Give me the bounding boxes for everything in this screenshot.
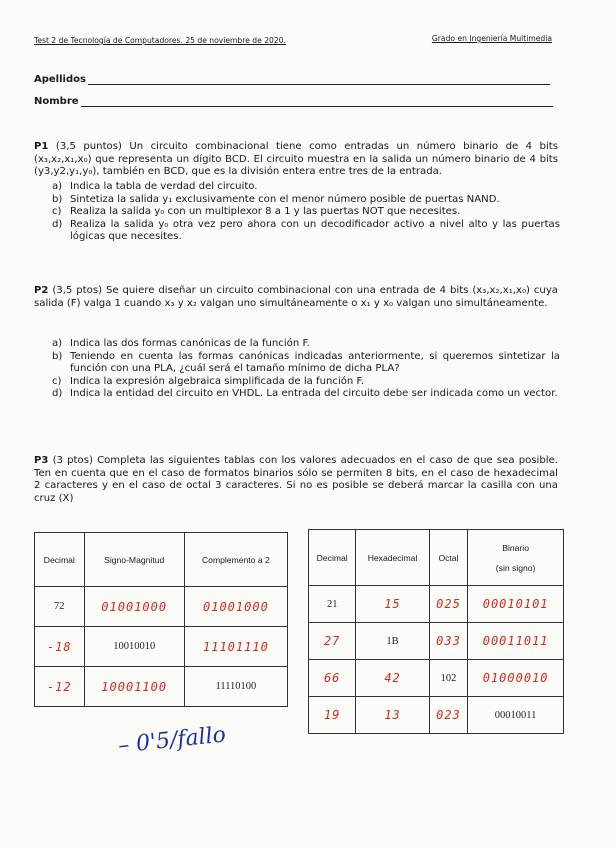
t2-header-binario-line1: Binario	[502, 542, 529, 553]
handwritten-answer-cell[interactable]: 66	[309, 660, 356, 697]
handwritten-answer-cell[interactable]: -12	[35, 667, 85, 707]
item-letter: c)	[52, 206, 62, 218]
p1-items	[52, 181, 560, 244]
handwritten-answer-cell[interactable]: 15	[356, 586, 429, 623]
handwritten-grade: – 0'5/fallo	[116, 722, 228, 759]
handwritten-answer-cell[interactable]: 19	[309, 697, 356, 734]
item-letter: b)	[52, 193, 63, 205]
given-value-cell: 11110100	[184, 667, 287, 707]
apellidos-field[interactable]	[34, 74, 550, 85]
given-value-cell: 102	[429, 660, 468, 697]
table-row	[309, 660, 564, 697]
table-row	[309, 697, 564, 734]
handwritten-answer-cell[interactable]: 023	[429, 697, 468, 734]
item-letter: b)	[52, 350, 63, 362]
item-letter: a)	[52, 181, 63, 192]
item-text: Realiza la salida y₀ otra vez pero ahora con un decodificador activo a nivel alto y las puertas lógicas que necesites.	[70, 218, 560, 243]
item-text: Teniendo en cuenta las formas canónicas indicadas anteriormente, si queremos sintetizar la función con una PLA, ¿cuál será el tamaño mínimo de dicha PLA?	[70, 350, 560, 375]
item-text: Realiza la salida y₀ con un multiplexor 8 a 1 y las puertas NOT que necesites.	[70, 206, 461, 218]
handwritten-answer-cell[interactable]: 01001000	[84, 587, 184, 627]
given-value-cell: 21	[309, 586, 356, 623]
p1-label: P1	[34, 141, 49, 152]
table-row	[35, 587, 288, 627]
handwritten-answer-cell[interactable]: 01000010	[468, 660, 564, 697]
item-text: Sintetiza la salida y₁ exclusivamente con el menor número posible de puertas NAND.	[70, 193, 500, 205]
list-item	[52, 351, 560, 376]
handwritten-answer-cell[interactable]: 10001100	[84, 667, 184, 707]
handwritten-answer-cell[interactable]: 00011011	[468, 623, 564, 660]
t2-header: Hexadecimal	[356, 530, 429, 586]
list-item	[52, 388, 560, 401]
given-value-cell: 72	[35, 587, 85, 627]
list-item	[52, 376, 560, 389]
p2-text: (3,5 ptos) Se quiere diseñar un circuito combinacional con una entrada de 4 bits (x₃,x₂,x₁,x₀) cuya salida (F) valga 1 cuando x₃ y x₂ valgan uno simultáneamente o x₁ y x₀ valgan uno simultáneamente.	[34, 285, 558, 309]
item-letter: a)	[52, 338, 63, 349]
item-letter: c)	[52, 375, 62, 387]
apellidos-line[interactable]	[88, 74, 550, 85]
t1-header: Complemento a 2	[184, 533, 287, 587]
number-formats-table-2	[308, 529, 564, 734]
list-item	[52, 194, 560, 207]
t2-header: Octal	[429, 530, 468, 586]
t1-header: Decimal	[35, 533, 85, 587]
table-row	[309, 586, 564, 623]
item-text: Indica las dos formas canónicas de la función F.	[70, 338, 310, 349]
list-item	[52, 338, 560, 351]
p3-label: P3	[34, 455, 49, 466]
handwritten-answer-cell[interactable]: 025	[429, 586, 468, 623]
p1-text: (3,5 puntos) Un circuito combinacional tiene como entradas un número binario de 4 bits (x₃,x₂,x₁,x₀) que representa un dígito BCD. El circuito muestra en la salida un número binario de 4 bits (y3,y2,y₁,y₀), también en BCD, que es la división entera entre tres de la entrada.	[34, 141, 558, 178]
header-course: Test 2 de Tecnología de Computadores. 25 de noviembre de 2020.	[34, 36, 286, 45]
number-formats-table-1	[34, 532, 288, 707]
table-row	[35, 667, 288, 707]
item-text: Indica la expresión algebraica simplificada de la función F.	[70, 375, 364, 387]
handwritten-answer-cell[interactable]: -18	[35, 627, 85, 667]
item-letter: d)	[52, 218, 63, 230]
table-row	[309, 623, 564, 660]
given-value-cell: 00010011	[468, 697, 564, 734]
item-text: Indica la tabla de verdad del circuito.	[70, 181, 258, 192]
handwritten-answer-cell[interactable]: 13	[356, 697, 429, 734]
t2-header-binario	[468, 530, 564, 586]
t2-header-binario-line2: (sin signo)	[495, 562, 536, 573]
item-text: Indica la entidad del circuito en VHDL. La entrada del circuito debe ser indicada como un vector.	[70, 388, 558, 400]
header-degree: Grado en Ingeniería Multimedia	[431, 34, 552, 43]
p2-statement	[34, 285, 558, 310]
t1-header: Signo-Magnitud	[84, 533, 184, 587]
p2-label: P2	[34, 285, 49, 296]
apellidos-label: Apellidos	[34, 74, 86, 85]
handwritten-answer-cell[interactable]: 01001000	[184, 587, 287, 627]
handwritten-answer-cell[interactable]: 00010101	[468, 586, 564, 623]
nombre-field[interactable]	[34, 96, 553, 107]
given-value-cell: 1B	[356, 623, 429, 660]
handwritten-answer-cell[interactable]: 42	[356, 660, 429, 697]
list-item	[52, 206, 560, 219]
p2-items	[52, 338, 560, 401]
table-row	[35, 627, 288, 667]
handwritten-answer-cell[interactable]: 033	[429, 623, 468, 660]
nombre-line[interactable]	[81, 96, 553, 107]
p1-statement	[34, 141, 558, 179]
p3-statement	[34, 455, 558, 505]
handwritten-answer-cell[interactable]: 11101110	[184, 627, 287, 667]
handwritten-answer-cell[interactable]: 27	[309, 623, 356, 660]
given-value-cell: 10010010	[84, 627, 184, 667]
nombre-label: Nombre	[34, 96, 79, 107]
t2-header: Decimal	[309, 530, 356, 586]
item-letter: d)	[52, 388, 63, 400]
p3-text: (3 ptos) Completa las siguientes tablas con los valores adecuados en el caso de que sea posible. Ten en cuenta que en el caso de formatos binarios sólo se permiten 8 bits, en el caso de hexadecimal 2 caracteres y en el caso de octal 3 caracteres. Si no es posible se deberá marcar la casilla con una cruz (X)	[34, 455, 558, 504]
list-item	[52, 219, 560, 244]
list-item	[52, 181, 560, 194]
